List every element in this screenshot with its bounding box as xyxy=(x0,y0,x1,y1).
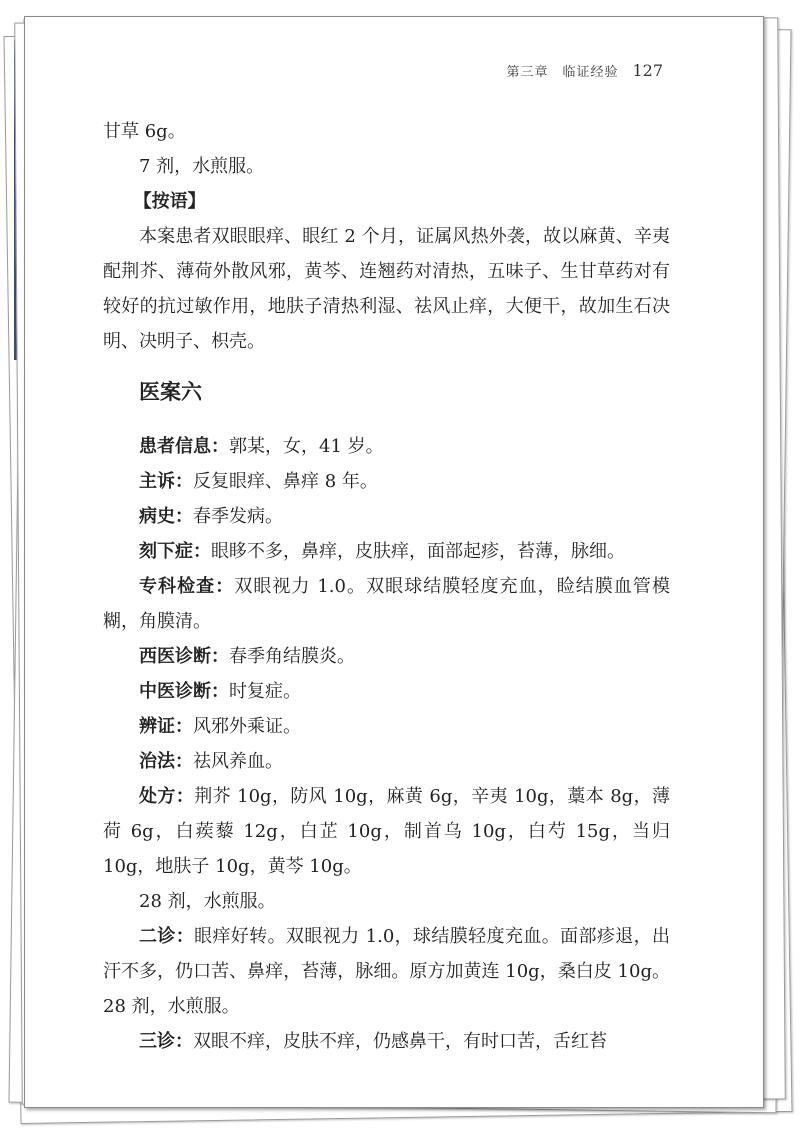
field-second-visit xyxy=(103,919,670,1024)
field-text: 眼眵不多，鼻痒，皮肤痒，面部起疹，苔薄，脉细。 xyxy=(211,541,625,562)
field-dosage: 28 剂，水煎服。 xyxy=(139,891,276,912)
note-heading: 【按语】 xyxy=(133,191,206,212)
field-label: 刻下症： xyxy=(139,541,211,562)
field-text: 郭某，女，41 岁。 xyxy=(229,436,384,457)
field-history xyxy=(103,499,670,534)
field-label: 处方： xyxy=(139,786,195,807)
field-tcm-diagnosis xyxy=(103,674,670,709)
field-label: 西医诊断： xyxy=(139,646,229,667)
field-label: 患者信息： xyxy=(139,436,229,457)
field-label: 辨证： xyxy=(139,716,193,737)
field-text: 祛风养血。 xyxy=(193,751,283,772)
field-text: 眼痒好转。双眼视力 1.0，球结膜轻度充血。面部疹退，出汗不多，仍口苦、鼻痒，苔薄，脉细。原方加黄连 10g，桑白皮 10g。28 剂，水煎服。 xyxy=(103,926,670,1017)
paragraph: 甘草 6g。 xyxy=(103,121,186,142)
field-label: 二诊： xyxy=(139,926,195,947)
field-text: 春季发病。 xyxy=(193,506,283,527)
field-label: 三诊： xyxy=(139,1031,193,1052)
field-specialist-exam xyxy=(103,569,670,639)
field-patient xyxy=(103,429,670,464)
field-syndrome xyxy=(103,709,670,744)
field-text: 双眼视力 1.0。双眼球结膜轻度充血，睑结膜血管模糊，角膜清。 xyxy=(103,576,670,632)
field-text: 春季角结膜炎。 xyxy=(229,646,355,667)
field-label: 治法： xyxy=(139,751,193,772)
page-number: 127 xyxy=(632,61,663,80)
field-current-symptoms xyxy=(103,534,670,569)
field-text: 时复症。 xyxy=(229,681,301,702)
field-label: 主诉： xyxy=(139,471,193,492)
chapter-title: 第三章 临证经验 xyxy=(506,65,619,80)
field-label: 中医诊断： xyxy=(139,681,229,702)
note-paragraph: 本案患者双眼眼痒、眼红 2 个月，证属风热外袭，故以麻黄、辛夷配荆芥、薄荷外散风邪，黄芩、连翘药对清热，五味子、生甘草药对有较好的抗过敏作用，地肤子清热利湿、祛风止痒，大便干，故加生石决明、决明子、枳壳。 xyxy=(103,226,670,352)
field-text: 反复眼痒、鼻痒 8 年。 xyxy=(193,471,378,492)
field-prescription xyxy=(103,779,670,884)
field-text: 双眼不痒，皮肤不痒，仍感鼻干，有时口苦，舌红苔 xyxy=(193,1031,607,1052)
field-complaint xyxy=(103,464,670,499)
case-title: 医案六 xyxy=(139,380,202,404)
paragraph: 7 剂，水煎服。 xyxy=(139,156,265,177)
page-body xyxy=(103,114,670,1059)
field-text: 风邪外乘证。 xyxy=(193,716,301,737)
field-label: 病史： xyxy=(139,506,193,527)
field-text: 荆芥 10g，防风 10g，麻黄 6g，辛夷 10g，藁本 8g，薄荷 6g，白蒺藜 12g，白芷 10g，制首乌 10g，白芍 15g，当归 10g，地肤子 10g，黄芩 10g。 xyxy=(103,786,671,877)
field-third-visit xyxy=(103,1024,670,1059)
running-header xyxy=(506,61,663,80)
field-label: 专科检查： xyxy=(139,576,235,597)
field-western-diagnosis xyxy=(103,639,670,674)
field-treatment xyxy=(103,744,670,779)
